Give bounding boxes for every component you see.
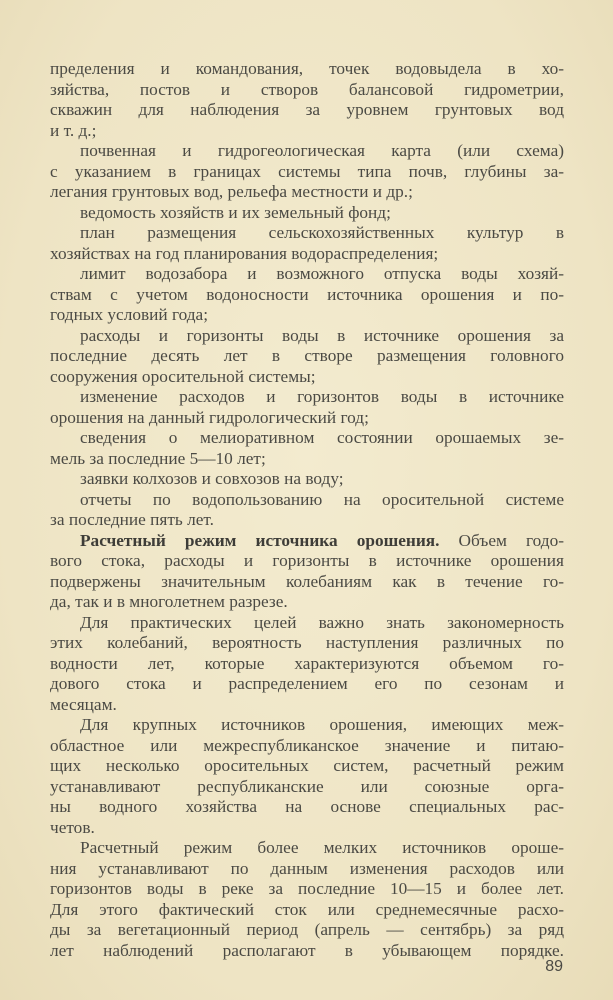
- text-line: ствам с учетом водоносности источника орошения и по-: [50, 284, 564, 304]
- text-line: хозяйствах на год планирования водораспределения;: [50, 243, 439, 263]
- text-line: ды за вегетационный период (апрель — сентябрь) за ряд: [50, 920, 564, 939]
- text-line: годных условий года;: [50, 305, 209, 324]
- text-line: Для этого фактический сток или среднемесячные расхо-: [50, 899, 564, 919]
- text-line: водности лет, которые характеризуются объемом го-: [50, 653, 564, 673]
- text-line: и т. д.;: [50, 120, 97, 140]
- text-line: сооружения оросительной системы;: [50, 366, 316, 386]
- text-line: [50, 531, 564, 552]
- text-line: зяйства, постов и створов балансовой гидрометрии,: [50, 79, 564, 99]
- text-line: ведомость хозяйств и их земельный фонд;: [80, 202, 391, 222]
- text-line: четов.: [50, 817, 95, 837]
- text-line: Расчетный режим более мелких источников ороше-: [80, 838, 564, 857]
- text-line: Для крупных источников орошения, имеющих меж-: [80, 715, 564, 734]
- text-line: скважин для наблюдения за уровнем грунтовых вод: [50, 100, 564, 119]
- text-line: с указанием в границах системы типа почв, глубины за-: [50, 161, 564, 181]
- text-line: почвенная и гидрогеологическая карта (или схема): [80, 141, 564, 160]
- text-line: мель за последние 5—10 лет;: [50, 448, 266, 468]
- text-line: дового стока и распределением его по сезонам и: [50, 674, 564, 693]
- text-line: щих несколько оросительных систем, расчетный режим: [50, 756, 564, 775]
- page-number: 89: [545, 958, 563, 975]
- text-line: план размещения сельскохозяйственных культур в: [80, 223, 564, 242]
- text-line: лимит водозабора и возможного отпуска воды хозяй-: [80, 264, 564, 283]
- text-line: сведения о мелиоративном состоянии орошаемых зе-: [80, 428, 564, 447]
- text-line: да, так и в многолетнем разрезе.: [50, 592, 288, 611]
- text-line: ния устанавливают по данным изменения расходов или: [50, 858, 564, 878]
- text-line: легания грунтовых вод, рельефа местности и др.;: [50, 182, 413, 201]
- body-text: [50, 59, 564, 961]
- text-line: отчеты по водопользованию на оросительной системе: [80, 489, 564, 509]
- text-line: подвержены значительным колебаниям как в течение го-: [50, 571, 564, 591]
- text-line: за последние пять лет.: [50, 510, 214, 529]
- text-line: ны водного хозяйства на основе специальных рас-: [50, 797, 564, 816]
- text-line: этих колебаний, вероятность наступления различных по: [50, 633, 564, 652]
- text-line-content: Объем годо-: [439, 530, 564, 550]
- text-line: расходы и горизонты воды в источнике орошения за: [80, 325, 564, 345]
- text-line: месяцам.: [50, 694, 117, 714]
- text-line: последние десять лет в створе размещения головного: [50, 346, 564, 365]
- text-line: горизонтов воды в реке за последние 10—15 и более лет.: [50, 879, 564, 898]
- text-line: изменение расходов и горизонтов воды в источнике: [80, 387, 564, 406]
- text-line: пределения и командования, точек водовыдела в хо-: [50, 59, 564, 78]
- text-line: заявки колхозов и совхозов на воду;: [80, 469, 344, 488]
- text-line: устанавливают республиканские или союзные орга-: [50, 776, 564, 796]
- text-line: вого стока, расходы и горизонты в источнике орошения: [50, 551, 564, 570]
- text-line: Для практических целей важно знать закономерность: [80, 612, 564, 632]
- text-line: областное или межреспубликанское значение и питаю-: [50, 735, 564, 755]
- text-line: орошения на данный гидрологический год;: [50, 407, 369, 427]
- section-heading: Расчетный режим источника орошения.: [80, 530, 440, 550]
- text-line: лет наблюдений располагают в убывающем порядке.: [50, 940, 564, 960]
